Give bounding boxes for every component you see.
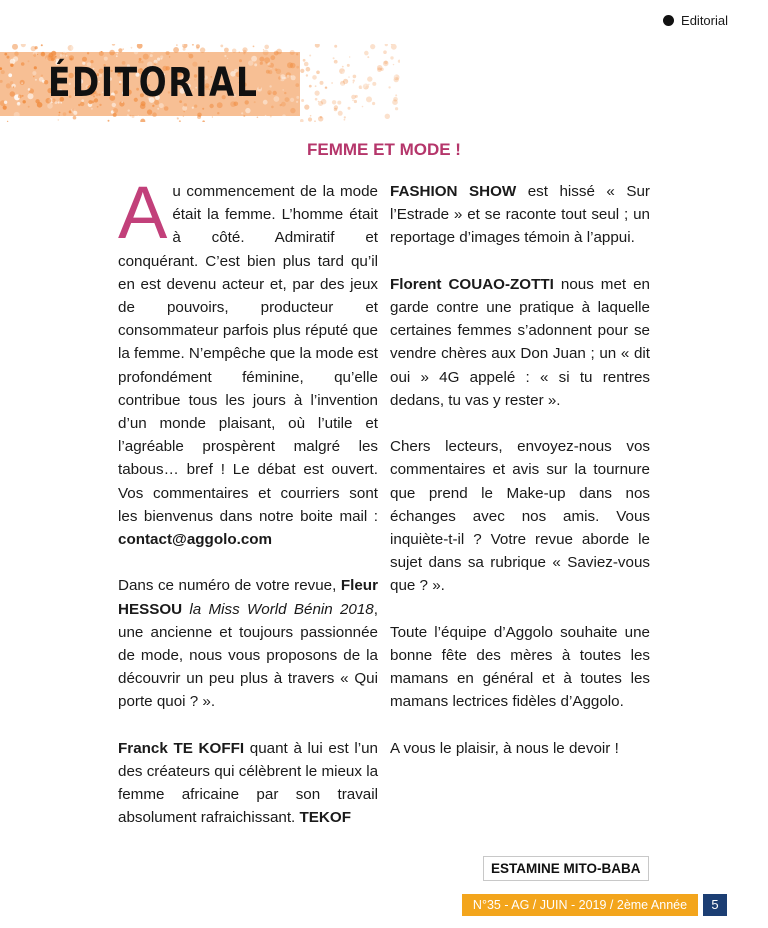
paragraph — [390, 273, 650, 412]
paragraph — [118, 171, 379, 551]
paragraph-text: Dans ce numéro de votre revue, — [118, 577, 341, 595]
article-column-left — [118, 171, 379, 853]
paragraph: A vous le plaisir, à nous le devoir ! — [390, 739, 619, 757]
person-name: Fleur HESSOU — [118, 577, 378, 618]
issue-info: N°35 - AG / JUIN - 2019 / 2ème Année — [462, 894, 698, 916]
person-name: Franck TE KOFFI — [118, 739, 245, 757]
article-column-right — [390, 180, 650, 783]
article-title: FEMME ET MODE ! — [307, 140, 461, 159]
paragraph-text: quant à lui est l’un des créateurs qui célèbrent le mieux la femme africaine par son travail absolument rafraichissant. — [118, 739, 379, 827]
section-label-text: Editorial — [681, 13, 728, 28]
brand-name: TEKOF — [299, 809, 351, 827]
page-number: 5 — [703, 894, 727, 916]
brand-name: FASHION SHOW — [390, 183, 517, 200]
paragraph: Chers lecteurs, envoyez-nous vos commentaires et avis sur la tournure que prend le Make-up dans nos échanges avec nos amis. Vous inquiète-t-il ? Votre revue aborde le sujet dans sa rubrique « Saviez-vous que ? ». — [390, 438, 650, 595]
paragraph-text: , une ancienne et toujours passionnée de mode, nous vous proposons de la découvrir un peu plus à travers « Qui porte quoi ? ». — [118, 600, 378, 711]
person-title: la Miss World Bénin 2018 — [189, 600, 374, 618]
paragraph-text: est hissé « Sur l’Estrade » et se raconte tout seul ; un reportage d’images témoin à l’appui. — [390, 183, 650, 247]
paragraph-text: u commencement de la mode était la femme. L’homme était à côté. Admiratif et conquérant. C’est bien plus tard qu’il en est devenu acteur et, par des jeux de pouvoirs, producteur et consommateur parfois plus réputé que la femme. N’empêche que la mode est profondément féminine, qu’elle contribue tous les jours à l’invention d’un monde plaisant, où l’utile et l’agréable prospèrent malgré les tabous… bref ! Le débat est ouvert. Vos commentaires et courriers sont les bienvenus dans notre boite mail : — [118, 183, 379, 525]
section-label — [663, 13, 728, 28]
bullet-icon — [663, 15, 674, 26]
paragraph: Toute l’équipe d’Aggolo souhaite une bonne fête des mères à toutes les mamans en général et à toutes les mamans lectrices fidèles d’Aggolo. — [390, 623, 650, 711]
author-signature: ESTAMINE MITO-BABA — [483, 856, 649, 881]
paragraph — [390, 180, 650, 250]
email-address: contact@aggolo.com — [118, 531, 273, 549]
paragraph — [118, 574, 378, 713]
editorial-banner — [0, 44, 400, 122]
drop-cap: A — [118, 171, 168, 254]
paragraph — [118, 737, 378, 830]
paragraph-text: nous met en garde contre une pratique à laquelle certaines femmes s’adonnent pour se vendre chères aux Don Juan ; un « dit oui » 4G appelé : « si tu rentres dedans, tu vas y rester ». — [390, 275, 650, 409]
banner-title: ÉDITORIAL — [48, 60, 259, 106]
person-name: Florent COUAO-ZOTTI — [390, 275, 554, 293]
